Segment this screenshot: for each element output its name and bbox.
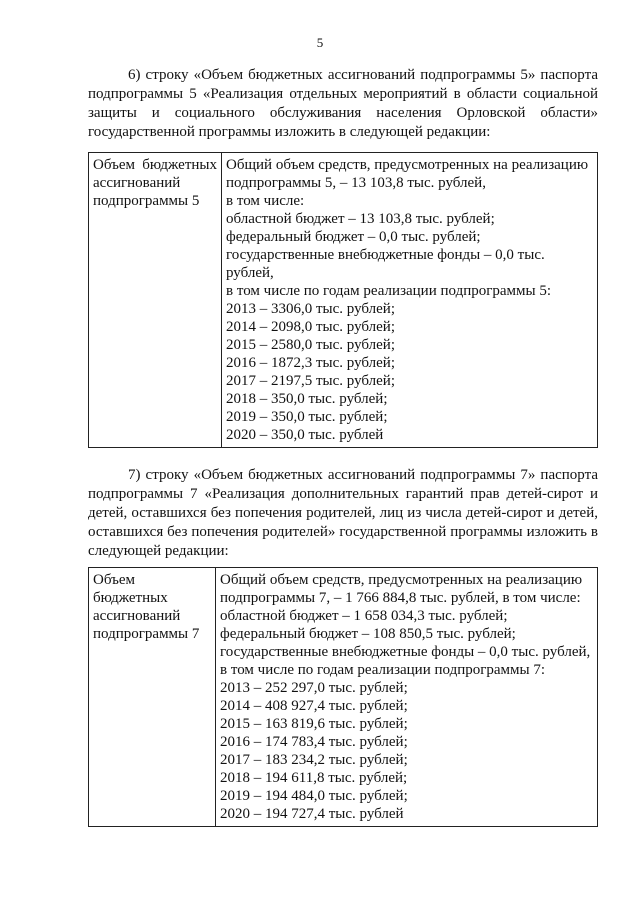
row-value-cell	[222, 153, 598, 448]
value-line: государственные внебюджетные фонды – 0,0 тыс. рублей,	[220, 644, 591, 660]
label-line: подпрограммы 7	[93, 626, 200, 642]
value-line: в том числе по годам реализации подпрограммы 5:	[226, 283, 552, 299]
value-line: в том числе:	[226, 193, 305, 209]
value-line: 2013 – 252 297,0 тыс. рублей;	[220, 680, 408, 696]
value-line: 2015 – 163 819,6 тыс. рублей;	[220, 716, 408, 732]
value-line: 2019 – 194 484,0 тыс. рублей;	[220, 788, 408, 804]
value-line: 2018 – 194 611,8 тыс. рублей;	[220, 770, 408, 786]
value-line: 2015 – 2580,0 тыс. рублей;	[226, 337, 395, 353]
table-row	[89, 153, 598, 448]
value-line: областной бюджет – 1 658 034,3 тыс. рублей;	[220, 608, 508, 624]
budget-table-subprogram-7	[88, 567, 598, 827]
value-line: 2016 – 1872,3 тыс. рублей;	[226, 355, 395, 371]
value-line: в том числе по годам реализации подпрограммы 7:	[220, 662, 546, 678]
label-line: ассигнований	[93, 608, 181, 624]
budget-table-subprogram-5	[88, 152, 598, 448]
value-line: 2013 – 3306,0 тыс. рублей;	[226, 301, 395, 317]
value-line: государственные внебюджетные фонды – 0,0 тыс. рублей,	[226, 247, 545, 281]
value-line: федеральный бюджет – 0,0 тыс. рублей;	[226, 229, 481, 245]
value-line: Общий объем средств, предусмотренных на реализацию подпрограммы 7, – 1 766 884,8 тыс. рублей, в том числе:	[220, 572, 583, 606]
label-line: Объем	[93, 572, 135, 588]
section-7-intro: 7) строку «Объем бюджетных ассигнований подпрограммы 7» паспорта подпрограммы 7 «Реализация дополнительных гарантий прав детей-сирот и детей, оставшихся без попечения родителей, лиц из числа детей-сирот и детей, оставшихся без попечения родителей» государственной программы изложить в следующей редакции:	[88, 467, 598, 559]
row-value-cell	[216, 568, 598, 827]
value-line: 2018 – 350,0 тыс. рублей;	[226, 391, 388, 407]
value-line: Общий объем средств, предусмотренных на реализацию подпрограммы 5, – 13 103,8 тыс. рублей,	[226, 157, 589, 191]
value-line: федеральный бюджет – 108 850,5 тыс. рублей;	[220, 626, 516, 642]
value-line: 2016 – 174 783,4 тыс. рублей;	[220, 734, 408, 750]
value-line: 2020 – 350,0 тыс. рублей	[226, 427, 384, 443]
value-line: областной бюджет – 13 103,8 тыс. рублей;	[226, 211, 495, 227]
value-line: 2014 – 408 927,4 тыс. рублей;	[220, 698, 408, 714]
value-line: 2019 – 350,0 тыс. рублей;	[226, 409, 388, 425]
page-number: 5	[316, 35, 324, 50]
row-label-cell	[89, 568, 216, 827]
value-line: 2017 – 183 234,2 тыс. рублей;	[220, 752, 408, 768]
table-row	[89, 568, 598, 827]
value-line: 2017 – 2197,5 тыс. рублей;	[226, 373, 395, 389]
value-line: 2020 – 194 727,4 тыс. рублей	[220, 806, 404, 822]
row-label-cell: Объем бюджетных ассигнований подпрограммы 5	[89, 153, 222, 448]
label-line: бюджетных	[93, 590, 168, 606]
section-6-intro: 6) строку «Объем бюджетных ассигнований подпрограммы 5» паспорта подпрограммы 5 «Реализация отдельных мероприятий в области социальной защиты и социального обслуживания населения Орловской области» государственной программы изложить в следующей редакции:	[88, 67, 598, 140]
value-line: 2014 – 2098,0 тыс. рублей;	[226, 319, 395, 335]
